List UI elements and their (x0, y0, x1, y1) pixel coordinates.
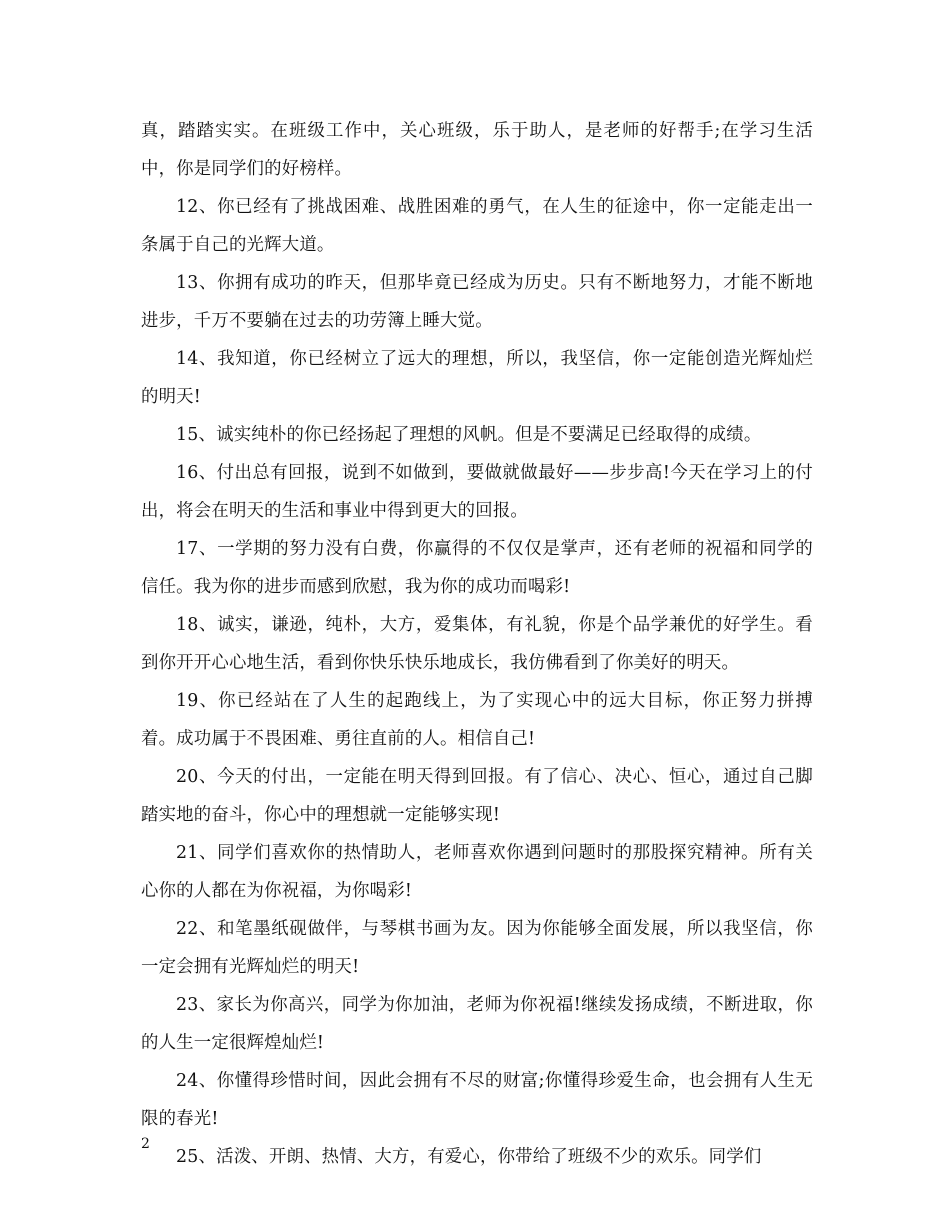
paragraph-item-25: 25、活泼、开朗、热情、大方，有爱心，你带给了班级不少的欢乐。同学们 (176, 1147, 762, 1167)
paragraph-item-16: 16、付出总有回报，说到不如做到，要做就做最好——步步高!今天在学习上的付出，将会在明天的生活和事业中得到更大的回报。 (141, 463, 813, 521)
paragraph-item-20: 20、今天的付出，一定能在明天得到回报。有了信心、决心、恒心，通过自己脚踏实地的奋斗，你心中的理想就一定能够实现! (141, 767, 813, 825)
paragraph-item-15: 15、诚实纯朴的你已经扬起了理想的风帆。但是不要满足已经取得的成绩。 (176, 425, 762, 445)
document-body (141, 112, 813, 1176)
paragraph-item-19: 19、你已经站在了人生的起跑线上，为了实现心中的远大目标，你正努力拼搏着。成功属于不畏困难、勇往直前的人。相信自己! (141, 691, 813, 749)
paragraph-item-21: 21、同学们喜欢你的热情助人，老师喜欢你遇到问题时的那股探究精神。所有关心你的人都在为你祝福，为你喝彩! (141, 843, 813, 901)
paragraph-item-12: 12、你已经有了挑战困难、战胜困难的勇气，在人生的征途中，你一定能走出一条属于自己的光辉大道。 (141, 197, 813, 255)
paragraph-item-14: 14、我知道，你已经树立了远大的理想，所以，我坚信，你一定能创造光辉灿烂的明天! (141, 349, 813, 407)
paragraph-continuation: 真，踏踏实实。在班级工作中，关心班级，乐于助人，是老师的好帮手;在学习生活中，你是同学们的好榜样。 (141, 121, 813, 179)
paragraph-item-24: 24、你懂得珍惜时间，因此会拥有不尽的财富;你懂得珍爱生命，也会拥有人生无限的春光! (141, 1071, 813, 1129)
page-number: 2 (141, 1136, 150, 1152)
paragraph-item-13: 13、你拥有成功的昨天，但那毕竟已经成为历史。只有不断地努力，才能不断地进步，千万不要躺在过去的功劳簿上睡大觉。 (141, 273, 813, 331)
paragraph-item-17: 17、一学期的努力没有白费，你赢得的不仅仅是掌声，还有老师的祝福和同学的信任。我为你的进步而感到欣慰，我为你的成功而喝彩! (141, 539, 813, 597)
paragraph-item-23: 23、家长为你高兴，同学为你加油，老师为你祝福!继续发扬成绩，不断进取，你的人生一定很辉煌灿烂! (141, 995, 813, 1053)
paragraph-item-22: 22、和笔墨纸砚做伴，与琴棋书画为友。因为你能够全面发展，所以我坚信，你一定会拥有光辉灿烂的明天! (141, 919, 813, 977)
paragraph-item-18: 18、诚实，谦逊，纯朴，大方，爱集体，有礼貌，你是个品学兼优的好学生。看到你开开心心地生活，看到你快乐快乐地成长，我仿佛看到了你美好的明天。 (141, 615, 813, 673)
